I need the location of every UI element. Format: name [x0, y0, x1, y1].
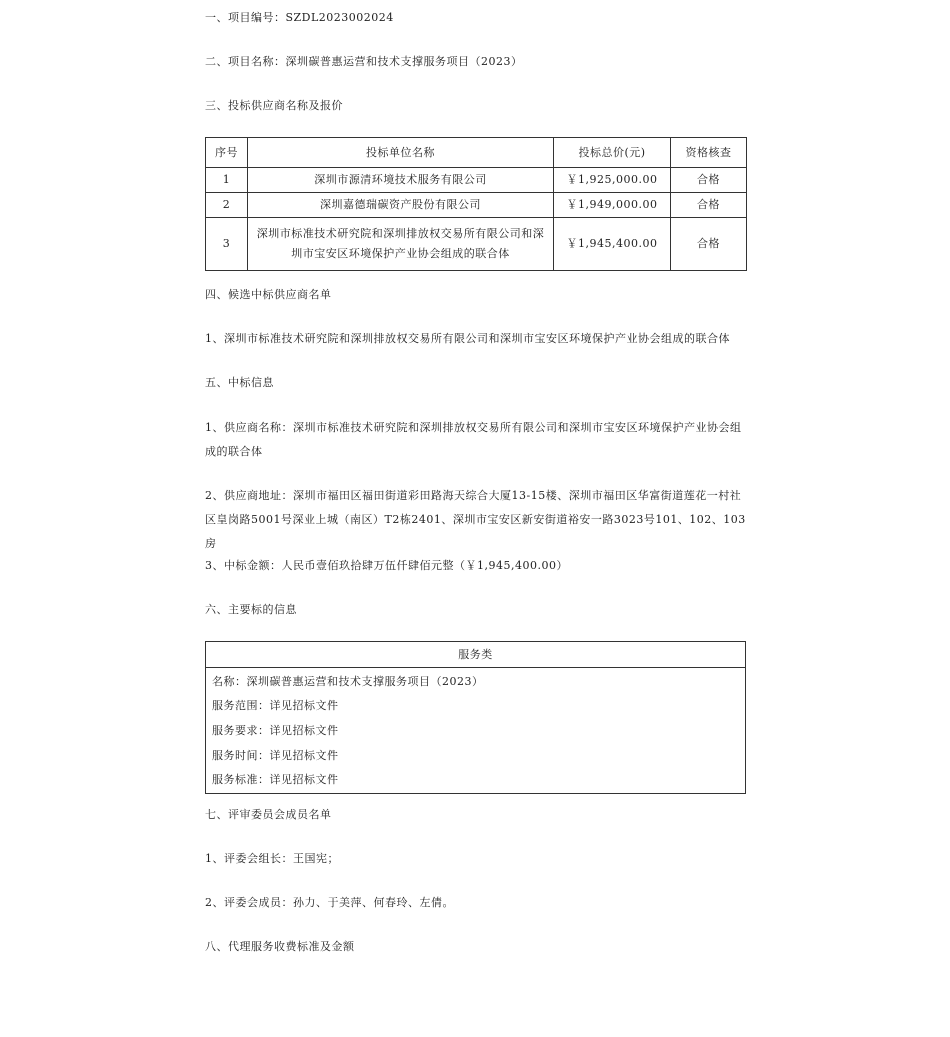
row-price: ￥1,925,000.00 — [554, 168, 671, 193]
section-fee-heading: 八、代理服务收费标准及金额 — [205, 940, 355, 953]
section-award-heading: 五、中标信息 — [205, 376, 274, 389]
award-address: 2、供应商地址：深圳市福田区福田街道彩田路海天综合大厦13-15楼、深圳市福田区华富街道莲花一村社区皇岗路5001号深业上城（南区）T2栋2401、深圳市宝安区新安街道裕安一路3023号101、102、103房 — [205, 489, 746, 550]
award-amount: 3、中标金额：人民币壹佰玖拾肆万伍仟肆佰元整（￥1,945,400.00） — [205, 559, 568, 572]
section-committee-heading: 七、评审委员会成员名单 — [205, 808, 332, 821]
section-bidders-heading: 三、投标供应商名称及报价 — [205, 99, 343, 112]
row-no: 3 — [206, 218, 248, 271]
table-row — [206, 168, 747, 193]
row-no: 1 — [206, 168, 248, 193]
col-header-name: 投标单位名称 — [248, 138, 554, 168]
row-status: 合格 — [671, 218, 747, 271]
row-no: 2 — [206, 193, 248, 218]
service-header: 服务类 — [206, 642, 745, 668]
service-standard: 服务标准：详见招标文件 — [212, 773, 339, 786]
table-row — [206, 193, 747, 218]
row-status: 合格 — [671, 168, 747, 193]
row-price: ￥1,949,000.00 — [554, 193, 671, 218]
service-scope: 服务范围：详见招标文件 — [212, 699, 339, 712]
col-header-price: 投标总价(元) — [554, 138, 671, 168]
service-time: 服务时间：详见招标文件 — [212, 749, 339, 762]
award-supplier: 1、供应商名称：深圳市标准技术研究院和深圳排放权交易所有限公司和深圳市宝安区环境保护产业协会组成的联合体 — [205, 421, 742, 458]
committee-leader: 1、评委会组长：王国宪； — [205, 852, 339, 865]
service-box — [205, 641, 746, 794]
section-candidates-heading: 四、候选中标供应商名单 — [205, 288, 332, 301]
project-number: 一、项目编号：SZDL2023002024 — [205, 11, 394, 24]
row-name: 深圳市源清环境技术服务有限公司 — [248, 168, 554, 193]
section-subject-heading: 六、主要标的信息 — [205, 603, 297, 616]
table-header-row — [206, 138, 747, 168]
row-name: 深圳市标准技术研究院和深圳排放权交易所有限公司和深圳市宝安区环境保护产业协会组成的联合体 — [248, 218, 554, 271]
service-name: 名称：深圳碳普惠运营和技术支撑服务项目（2023） — [212, 675, 484, 688]
col-header-no: 序号 — [206, 138, 248, 168]
col-header-status: 资格核查 — [671, 138, 747, 168]
row-price: ￥1,945,400.00 — [554, 218, 671, 271]
row-status: 合格 — [671, 193, 747, 218]
candidate-item: 1、深圳市标准技术研究院和深圳排放权交易所有限公司和深圳市宝安区环境保护产业协会组成的联合体 — [205, 332, 730, 345]
bid-table — [205, 137, 747, 271]
service-requirement: 服务要求：详见招标文件 — [212, 724, 339, 737]
table-row — [206, 218, 747, 271]
project-name: 二、项目名称：深圳碳普惠运营和技术支撑服务项目（2023） — [205, 55, 523, 68]
committee-members: 2、评委会成员：孙力、于美萍、何春玲、左倩。 — [205, 896, 454, 909]
row-name: 深圳嘉德瑞碳资产股份有限公司 — [248, 193, 554, 218]
